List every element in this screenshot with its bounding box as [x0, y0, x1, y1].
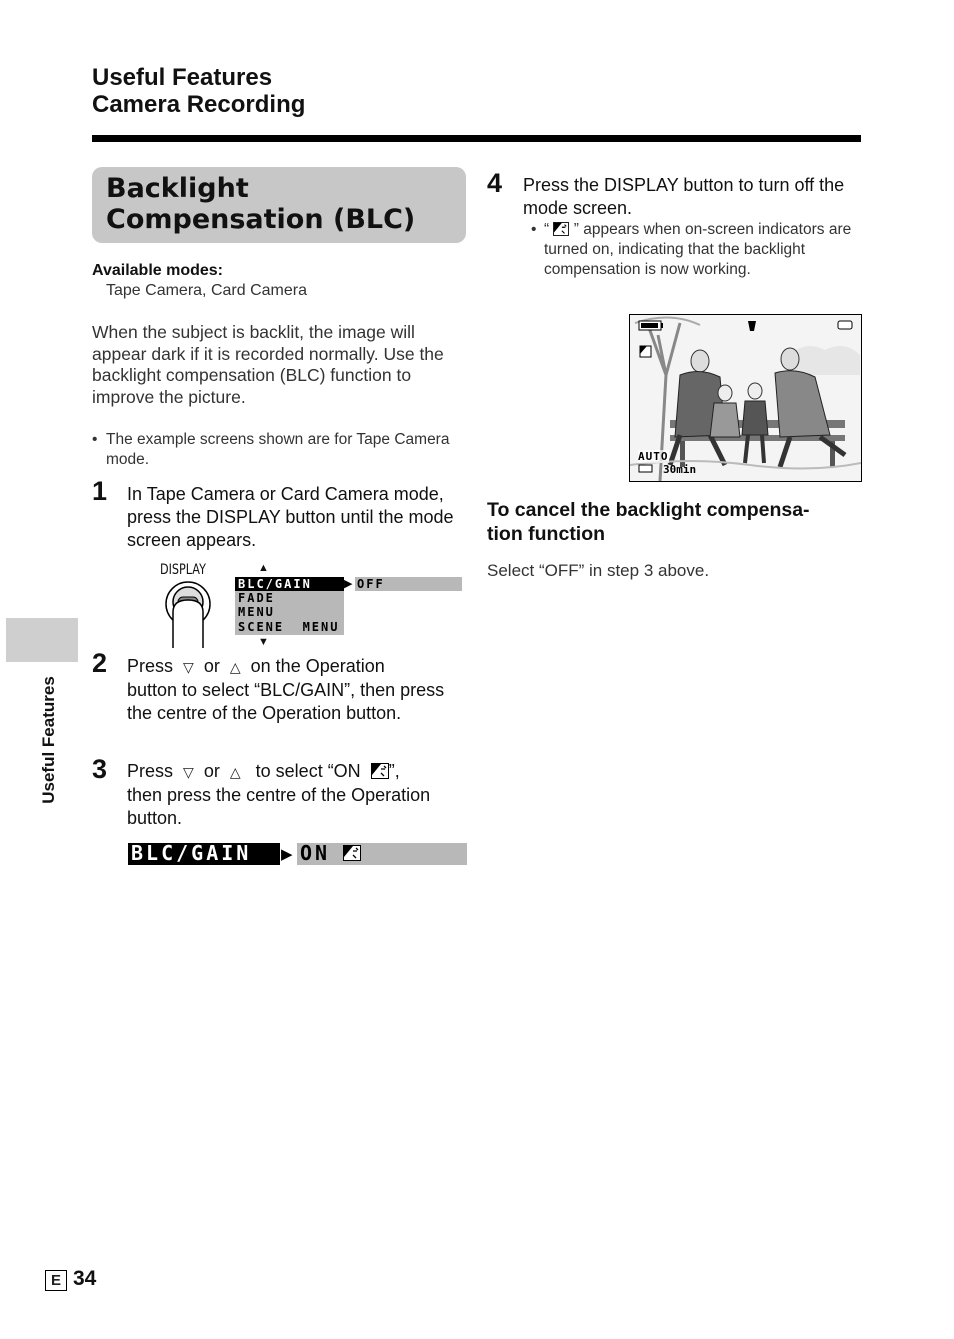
battery-level [641, 323, 658, 328]
person-body [775, 371, 830, 437]
step-3-press: Press [127, 761, 174, 781]
step-2-rest: button to select “BLC/GAIN”, then press the centre of the Operation button. [127, 679, 445, 723]
person-legs [780, 437, 845, 467]
blc-gain-label: BLC/GAIN [131, 841, 252, 865]
title-line1: Backlight [106, 173, 249, 204]
cancel-text: Select “OFF” in step 3 above. [487, 561, 710, 580]
step-2-first-line [127, 655, 467, 679]
example-note [92, 430, 467, 470]
menu-item-fade: FADE [238, 591, 275, 605]
title-line2: Compensation (BLC) [106, 204, 416, 235]
step-text-1: In Tape Camera or Card Camera mode, press the DISPLAY button until the mode screen appears. [127, 484, 454, 550]
cancel-heading-line1: To cancel the backlight compensa- [487, 499, 810, 521]
child-body [710, 403, 740, 437]
step-number-2: 2 [92, 648, 108, 678]
person-head [781, 348, 799, 370]
page-number: 34 [73, 1267, 97, 1290]
note-bullet: • [92, 431, 98, 448]
tape-icon [838, 321, 852, 329]
cloud-shape [790, 346, 860, 375]
step-3-rest: then press the centre of the Operation button. [127, 784, 431, 828]
step-text-4: Press the DISPLAY button to turn off the mode screen. [523, 175, 845, 218]
step-text-2 [127, 655, 467, 724]
step-2-or: or [203, 656, 220, 676]
step-number-3: 3 [92, 754, 108, 784]
backlight-icon [343, 845, 361, 861]
step-3-first-line [127, 760, 472, 784]
menu-down-arrow: ▼ [258, 636, 269, 648]
down-triangle-icon: ▽ [183, 764, 194, 780]
side-tab-label: Useful Features [39, 676, 58, 804]
header-line2: Camera Recording [92, 91, 306, 118]
backlight-icon [553, 222, 569, 236]
header-rule [92, 135, 861, 142]
menu-value-off: OFF [357, 577, 385, 591]
step-4-note-text: ” appears when on-screen indicators are turned on, indicating that the backlight compensation is now working. [544, 221, 852, 278]
cancel-heading-line2: tion function [487, 523, 606, 545]
step-3-or: or [203, 761, 220, 781]
blc-pointer-icon: ▶ [281, 846, 293, 863]
step-4-note [544, 220, 859, 280]
header-line1: Useful Features [92, 64, 273, 91]
menu-up-arrow: ▲ [258, 562, 269, 574]
menu-item-blc-gain: BLC/GAIN [238, 577, 312, 591]
display-button-illustration [155, 578, 225, 652]
battery-tip [661, 323, 663, 328]
language-badge: E [45, 1270, 67, 1291]
child-head [748, 383, 762, 399]
menu-item-scene-menu: SCENE MENU [238, 620, 340, 634]
step-number-1: 1 [92, 476, 108, 506]
finger-shape [173, 600, 203, 648]
down-triangle-icon: ▽ [183, 659, 194, 675]
step-4-bullet: • [531, 221, 537, 238]
backlight-icon [371, 763, 389, 779]
blc-value-on: ON [300, 841, 331, 865]
child-head [718, 385, 732, 401]
viewfinder-mode: AUTO [638, 450, 669, 463]
child-body [742, 401, 768, 435]
menu-item-menu: MENU [238, 605, 275, 619]
person-head [691, 350, 709, 372]
step-2-continued: on the Operation [250, 656, 385, 676]
step-number-4: 4 [487, 168, 503, 198]
section-header [92, 64, 305, 118]
note-text: The example screens shown are for Tape Camera mode. [106, 431, 450, 468]
step-3-close-quote: ”, [388, 761, 400, 781]
focus-icon [748, 321, 756, 331]
step-4-open-quote: “ [544, 221, 550, 238]
tape-remaining-icon [639, 465, 652, 472]
available-modes-heading: Available modes: [92, 262, 224, 279]
viewfinder-remaining: 30min [663, 463, 697, 476]
side-tab [6, 618, 78, 662]
intro-paragraph: When the subject is backlit, the image will appear dark if it is recorded normally. Use the backlight compensation (BLC) function to improve the picture. [92, 322, 444, 407]
page-title [106, 173, 415, 235]
step-3-select-on: to select “ON [255, 761, 361, 781]
step-2-press: Press [127, 656, 174, 676]
step-text-3 [127, 760, 472, 829]
available-modes-value: Tape Camera, Card Camera [106, 282, 307, 299]
display-button-label: DISPLAY [160, 562, 206, 578]
menu-pointer-icon: ▶ [344, 578, 353, 590]
up-triangle-icon: △ [229, 659, 241, 675]
viewfinder-illustration [629, 314, 862, 482]
up-triangle-icon: △ [229, 764, 241, 780]
cancel-heading [487, 498, 857, 546]
